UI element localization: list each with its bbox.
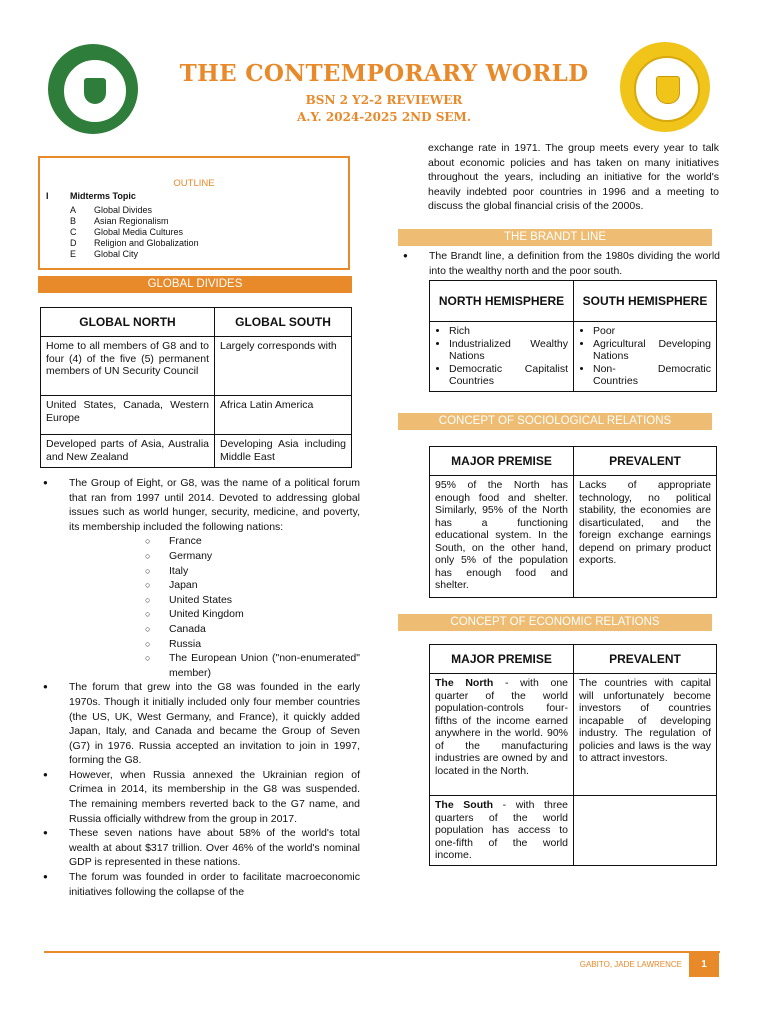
table-row bbox=[41, 337, 352, 396]
list-item: ○ The European Union ("non-enumerated" member) bbox=[69, 651, 360, 680]
table-cell: The countries with capital will unfortunately become investors of countries incapable of developing industry. The regulation of policies and laws is the way to attract investors. bbox=[574, 674, 717, 796]
list-item: ● However, when Russia annexed the Ukrainian region of Crimea in 2014, its membership in the G8 was suspended. The remaining members reverted back to the G7 name, and Russia officially withdrew from the group in 2017. bbox=[38, 768, 360, 826]
table-header: NORTH HEMISPHERE bbox=[430, 281, 574, 322]
table-cell: Largely corresponds with bbox=[215, 337, 352, 396]
economic-relations-table bbox=[429, 644, 717, 866]
table-row bbox=[41, 396, 352, 435]
outline-box bbox=[38, 156, 350, 270]
outline-letter: B bbox=[70, 216, 77, 226]
list-item: ○ Russia bbox=[69, 637, 360, 652]
outline-item: Asian Regionalism bbox=[94, 216, 169, 226]
table-header-row bbox=[430, 447, 717, 476]
table-header-row bbox=[430, 645, 717, 674]
list-item: • Non- Democratic Countries bbox=[593, 363, 711, 388]
south-hemisphere-list bbox=[579, 325, 711, 388]
list-item: ○ Germany bbox=[69, 549, 360, 564]
list-item: ○ United Kingdom bbox=[69, 607, 360, 622]
list-item: • Industrialized Wealthy Nations bbox=[449, 338, 568, 363]
list-item: ○ France bbox=[69, 534, 360, 549]
table-header: SOUTH HEMISPHERE bbox=[574, 281, 717, 322]
footer-author: GABITO, JADE LAWRENCE bbox=[579, 960, 682, 969]
table-cell: Developing Asia including Middle East bbox=[215, 435, 352, 468]
south-label: The South bbox=[435, 799, 494, 811]
outline-item: Global Divides bbox=[94, 205, 153, 215]
section-banner-economic-relations: CONCEPT OF ECONOMIC RELATIONS bbox=[398, 614, 712, 631]
g8-continuation-paragraph: exchange rate in 1971. The group meets every year to talk about economic policies and has taken on many initiatives throughout the years, including an initiative for the world's heavily indebted poor countries in 1996 and a meeting to discuss the global financial crisis of the 2000s. bbox=[428, 142, 719, 213]
list-item: ● The Brandt line, a definition from the 1980s dividing the world into the wealthy north and the poor south. bbox=[398, 249, 720, 278]
g8-intro: The Group of Eight, or G8, was the name of a political forum that ran from 1997 until 2014. Devoted to addressing global issues such as world hunger, security, medicine, and poverty, its membership included the following nations: bbox=[69, 477, 360, 533]
sociological-relations-table bbox=[429, 446, 717, 598]
table-header-row bbox=[41, 308, 352, 337]
table-cell: 95% of the North has enough food and shelter. Similarly, 95% of the North has a functioning educational system. In the South, on the other hand, only 5% of the population has enough food and shelter. bbox=[430, 476, 574, 598]
outline-roman: I bbox=[46, 191, 49, 201]
section-banner-global-divides: GLOBAL DIVIDES bbox=[38, 276, 352, 293]
section-banner-sociological-relations: CONCEPT OF SOCIOLOGICAL RELATIONS bbox=[398, 413, 712, 430]
list-item: ● These seven nations have about 58% of the world's total wealth at about $317 trillion. Over 46% of the world's nominal GDP is represented in these nations. bbox=[38, 826, 360, 870]
table-header: MAJOR PREMISE bbox=[430, 447, 574, 476]
document-subtitle: BSN 2 Y2-2 REVIEWER bbox=[305, 93, 463, 107]
outline-heading: OUTLINE bbox=[173, 178, 215, 189]
document-title: THE CONTEMPORARY WORLD bbox=[179, 60, 589, 87]
south-text: - with three quarters of the world population has access to one-fifth of the world income. bbox=[435, 799, 568, 861]
table-cell: Developed parts of Asia, Australia and New Zealand bbox=[41, 435, 215, 468]
g8-bullet-list bbox=[38, 476, 360, 899]
academic-year: A.Y. 2024-2025 2ND SEM. bbox=[297, 110, 471, 124]
table-cell: United States, Canada, Western Europe bbox=[41, 396, 215, 435]
table-header: PREVALENT bbox=[574, 447, 717, 476]
list-item: • Democratic Capitalist Countries bbox=[449, 363, 568, 388]
table-row bbox=[430, 674, 717, 796]
table-cell-empty bbox=[574, 796, 717, 866]
list-item bbox=[38, 476, 360, 680]
list-item: ○ Japan bbox=[69, 578, 360, 593]
north-label: The North bbox=[435, 677, 494, 689]
list-item: ○ Canada bbox=[69, 622, 360, 637]
table-cell bbox=[430, 322, 574, 392]
outline-item: Global Media Cultures bbox=[94, 227, 184, 237]
table-row bbox=[41, 435, 352, 468]
list-item: ○ United States bbox=[69, 593, 360, 608]
outline-item: Global City bbox=[94, 249, 139, 259]
table-header: GLOBAL SOUTH bbox=[215, 308, 352, 337]
table-header-row bbox=[430, 281, 717, 322]
outline-letter: D bbox=[70, 238, 77, 248]
outline-topic: Midterms Topic bbox=[70, 191, 136, 201]
north-hemisphere-list bbox=[435, 325, 568, 388]
table-cell bbox=[430, 796, 574, 866]
table-row bbox=[430, 476, 717, 598]
north-text: - with one quarter of the world population-controls four-fifths of the income earned anywhere in the world. 90% of the manufacturing industries are owned by and located in the North. bbox=[435, 677, 568, 777]
brandt-line-table bbox=[429, 280, 717, 392]
outline-item: Religion and Globalization bbox=[94, 238, 199, 248]
table-header: MAJOR PREMISE bbox=[430, 645, 574, 674]
table-header: PREVALENT bbox=[574, 645, 717, 674]
g8-nations-list bbox=[69, 534, 360, 680]
table-row bbox=[430, 796, 717, 866]
list-item: • Agricultural Developing Nations bbox=[593, 338, 711, 363]
list-item: ● The forum was founded in order to facilitate macroeconomic initiatives following the collapse of the bbox=[38, 870, 360, 899]
table-row bbox=[430, 322, 717, 392]
outline-letter: E bbox=[70, 249, 77, 259]
list-item: ● The forum that grew into the G8 was founded in the early 1970s. Though it initially included only four member countries (the US, UK, West Germany, and France), it quickly added Japan, Italy, and Canada and became the Group of Seven (G7) in 1976. Russia accepted an invitation to join in 1997, forming the G8. bbox=[38, 680, 360, 768]
brandt-bullet-list bbox=[398, 249, 720, 278]
list-item: • Rich bbox=[449, 325, 568, 338]
list-item: ○ Italy bbox=[69, 564, 360, 579]
list-item: • Poor bbox=[593, 325, 711, 338]
outline-letter: C bbox=[70, 227, 77, 237]
outline-letter: A bbox=[70, 205, 77, 215]
section-banner-brandt-line: THE BRANDT LINE bbox=[398, 229, 712, 246]
table-header: GLOBAL NORTH bbox=[41, 308, 215, 337]
table-cell: Home to all members of G8 and to four (4) of the five (5) permanent members of UN Security Council bbox=[41, 337, 215, 396]
table-cell bbox=[430, 674, 574, 796]
footer-divider bbox=[44, 951, 720, 953]
table-cell: Africa Latin America bbox=[215, 396, 352, 435]
table-cell: Lacks of appropriate technology, no political stability, the economies are disarticulated, and the foreign exchange earnings depend on primary product exports. bbox=[574, 476, 717, 598]
table-cell bbox=[574, 322, 717, 392]
page-number: 1 bbox=[689, 953, 719, 977]
global-divides-table bbox=[40, 307, 352, 468]
